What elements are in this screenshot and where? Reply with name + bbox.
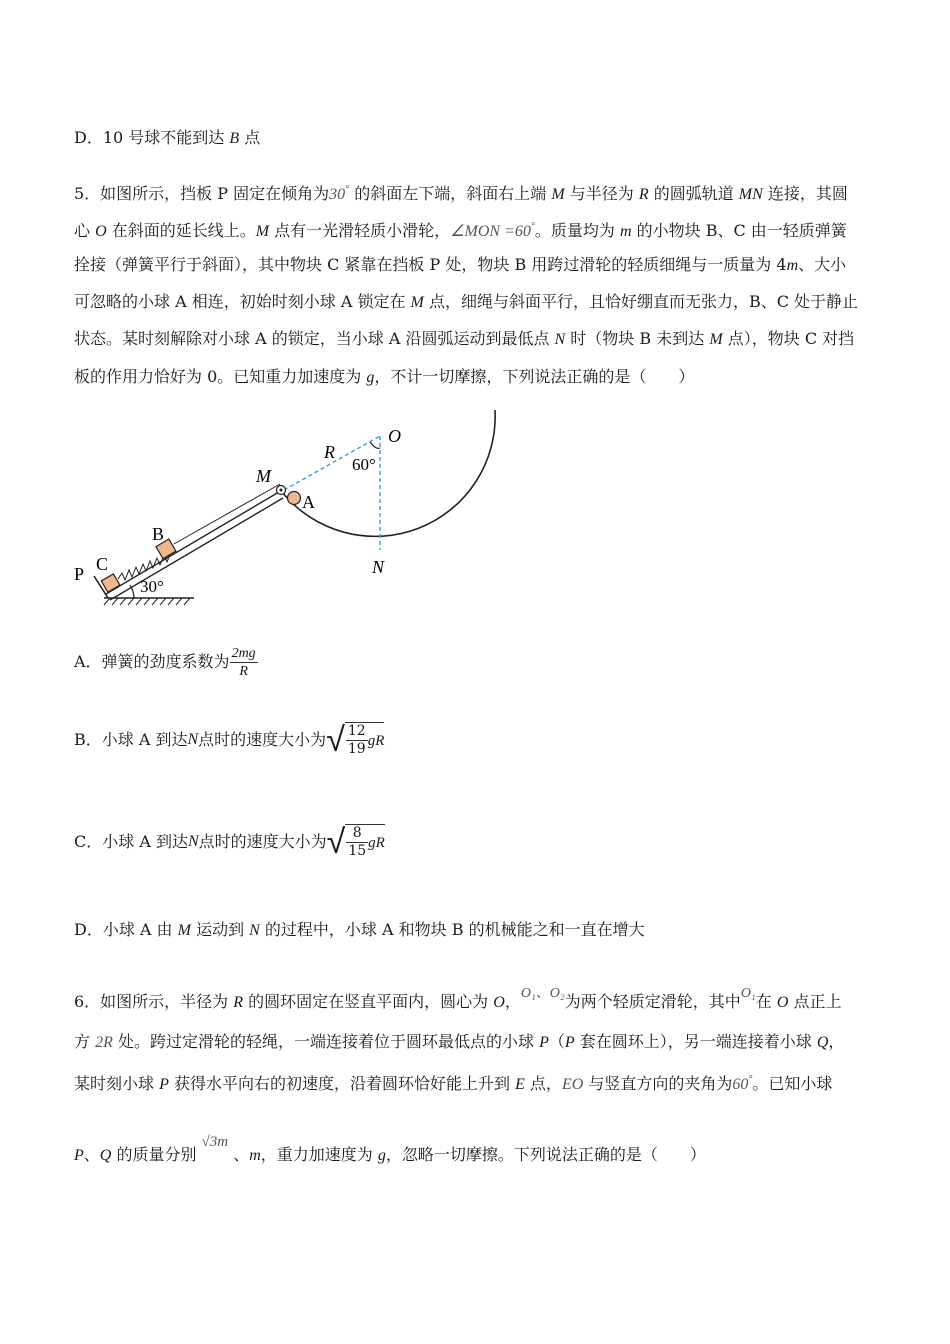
text: 点，细绳与斜面平行，且恰好绷直而无张力，B、C 处于静止 xyxy=(423,292,859,311)
pulleys: O₁、O₂ xyxy=(520,986,565,1001)
q5-option-d xyxy=(74,920,645,941)
text: 可忽略的小球 A 相连，初始时刻小球 A 锁定在 xyxy=(74,292,411,311)
label-A: A xyxy=(302,492,315,512)
deg: ° xyxy=(530,221,535,232)
var: g xyxy=(366,369,375,386)
label-P: P xyxy=(74,564,85,584)
text: 、大小 xyxy=(798,255,847,274)
var: E xyxy=(515,1076,525,1093)
var: M xyxy=(177,922,191,939)
var: N xyxy=(187,731,199,748)
q6-line-1 xyxy=(74,984,842,1013)
q6-line-2 xyxy=(74,1032,844,1053)
angle-value: 60 xyxy=(732,1076,749,1093)
pulley-axle xyxy=(280,489,283,492)
var: M xyxy=(255,223,270,240)
text: 运动到 xyxy=(190,920,250,939)
text: 的过程中，小球 A 和物块 B 的机械能之和一直在增大 xyxy=(259,920,645,939)
text: 与竖直方向的夹角为 xyxy=(583,1074,733,1093)
deg: ° xyxy=(345,184,350,195)
text: 点时的速度大小为 xyxy=(198,832,327,851)
text: 、 xyxy=(83,1145,100,1164)
var: N xyxy=(554,331,566,348)
fraction xyxy=(346,723,368,758)
angle-value: 30 xyxy=(329,186,346,203)
text: 。已知小球 xyxy=(752,1074,833,1093)
text: 的斜面左下端，斜面右上端 xyxy=(349,184,552,203)
text: 拴接（弹簧平行于斜面），其中物块 C 紧靠在挡板 P 处，物块 B 用跨过滑轮的轻质细绳与一质量为 4 xyxy=(74,255,787,274)
angle-value: ∠MON =60 xyxy=(450,223,531,240)
text: 方 xyxy=(74,1032,96,1051)
q5-stem-line-6 xyxy=(74,367,694,388)
var: N xyxy=(249,922,260,939)
var: m xyxy=(786,257,799,274)
text: ， xyxy=(504,992,521,1011)
text: ， xyxy=(828,1032,845,1051)
string xyxy=(174,484,280,544)
sqrt-expression xyxy=(326,722,384,758)
text: 的圆环固定在竖直平面内，圆心为 xyxy=(243,992,494,1011)
q5-stem-line-1 xyxy=(74,180,848,205)
var: P xyxy=(159,1076,169,1093)
var: P xyxy=(74,1147,84,1164)
var: P xyxy=(539,1034,549,1051)
text: 5．如图所示，挡板 P 固定在倾角为 xyxy=(74,184,330,203)
var: M xyxy=(551,186,565,203)
var: R xyxy=(233,994,244,1011)
text: D．小球 A 由 xyxy=(74,920,178,939)
var: m xyxy=(249,1147,261,1164)
label-N: N xyxy=(372,557,385,577)
text: 的质量分别 xyxy=(111,1145,202,1164)
denominator: 15 xyxy=(348,843,367,859)
text: 点正上 xyxy=(788,992,842,1011)
q5-option-a xyxy=(74,642,258,682)
var: M xyxy=(410,294,424,311)
text: 套在圆环上），另一端连接着小球 xyxy=(574,1032,817,1051)
text: 点时的速度大小为 xyxy=(198,730,327,749)
text: （ xyxy=(548,1032,565,1051)
text: 心 xyxy=(74,221,96,240)
text: A．弹簧的劲度系数为 xyxy=(74,652,230,671)
text: 点），物块 C 对挡 xyxy=(722,329,855,348)
label-O: O xyxy=(388,426,401,446)
var: N xyxy=(187,833,199,850)
q5-stem-line-4 xyxy=(74,292,858,313)
fraction xyxy=(230,645,258,680)
radical-sign: √ xyxy=(326,822,346,862)
text: 处。跨过定滑轮的轻绳，一端连接着位于圆环最低点的小球 xyxy=(112,1032,540,1051)
numerator: 12 xyxy=(347,723,366,739)
angle xyxy=(450,223,535,240)
text: B．小球 A 到达 xyxy=(74,730,188,749)
q5-option-c xyxy=(74,822,385,862)
text: 与半径为 xyxy=(564,184,639,203)
mass: √3m xyxy=(201,1134,229,1150)
var: EO xyxy=(561,1076,584,1093)
text: C．小球 A 到达 xyxy=(74,832,188,851)
angle xyxy=(732,1076,752,1093)
q6-line-4 xyxy=(74,1132,706,1166)
text: 点 xyxy=(239,128,261,147)
label-M: M xyxy=(256,466,271,486)
text: 点， xyxy=(524,1074,562,1093)
var: R xyxy=(638,186,649,203)
block-C xyxy=(101,574,120,592)
text: 在 xyxy=(755,992,777,1011)
text: ，不计一切摩擦，下列说法正确的是（ ） xyxy=(374,367,695,386)
var: O xyxy=(776,994,789,1011)
ground-hatch xyxy=(104,598,190,605)
angle-arc xyxy=(370,442,380,448)
label-B: B xyxy=(152,524,165,544)
text: 点有一光滑轻质小滑轮， xyxy=(269,221,451,240)
var: m xyxy=(619,223,632,240)
text: ，忽略一切摩擦。下列说法正确的是（ ） xyxy=(385,1145,706,1164)
text: 状态。某时刻解除对小球 A 的锁定，当小球 A 沿圆弧运动到最低点 xyxy=(74,329,555,348)
text: 某时刻小球 xyxy=(74,1074,160,1093)
text: 的圆弧轨道 xyxy=(648,184,739,203)
gR: gR xyxy=(368,834,385,851)
denominator: R xyxy=(239,663,248,679)
var: Q xyxy=(816,1034,829,1051)
incline-bottom xyxy=(110,498,283,600)
var: MN xyxy=(738,186,763,203)
denominator: 19 xyxy=(347,741,366,757)
text: 获得水平向右的初速度，沿着圆环恰好能上升到 xyxy=(168,1074,516,1093)
label-C: C xyxy=(96,554,109,574)
label-R: R xyxy=(324,442,335,462)
ball-A xyxy=(288,492,301,505)
numerator: 8 xyxy=(346,825,368,843)
radicand xyxy=(345,824,385,860)
angle xyxy=(329,186,349,203)
var: M xyxy=(709,331,723,348)
text: 6．如图所示，半径为 xyxy=(74,992,234,1011)
text: 的小物块 B、C 由一轻质弹簧 xyxy=(631,221,847,240)
text: 。质量均为 xyxy=(534,221,620,240)
gR: gR xyxy=(367,732,385,749)
var: O xyxy=(493,994,505,1011)
q5-option-b xyxy=(74,720,384,760)
label-60: 60° xyxy=(352,455,376,474)
text: 板的作用力恰好为 0。已知重力加速度为 xyxy=(74,367,367,386)
radicand xyxy=(345,722,385,758)
text: 、 xyxy=(228,1145,250,1164)
fraction xyxy=(346,825,368,860)
text: 在斜面的延长线上。 xyxy=(106,221,256,240)
q4-option-d xyxy=(74,128,260,149)
numerator: 2mg xyxy=(231,645,256,661)
q5-stem-line-2 xyxy=(74,217,847,242)
var: 2R xyxy=(95,1034,113,1051)
text: ，重力加速度为 xyxy=(260,1145,378,1164)
text: 为两个轻质定滑轮，其中 xyxy=(564,992,741,1011)
pulley: O₁ xyxy=(740,986,756,1001)
q5-stem-line-5 xyxy=(74,329,854,350)
text: 时（物块 B 未到达 xyxy=(565,329,710,348)
q5-stem-line-3 xyxy=(74,255,846,276)
incline-top xyxy=(106,492,279,594)
sqrt-expression xyxy=(327,824,385,860)
var: B xyxy=(229,130,240,147)
var: Q xyxy=(99,1147,112,1164)
var: g xyxy=(377,1147,386,1164)
q6-line-3 xyxy=(74,1070,832,1095)
radical-sign: √ xyxy=(326,720,345,760)
text: D．10 号球不能到达 xyxy=(74,128,230,147)
var: P xyxy=(564,1034,575,1051)
deg: ° xyxy=(748,1074,753,1085)
label-30: 30° xyxy=(140,577,164,596)
q5-figure xyxy=(70,408,510,608)
var: O xyxy=(95,223,107,240)
text: 连接，其圆 xyxy=(762,184,848,203)
